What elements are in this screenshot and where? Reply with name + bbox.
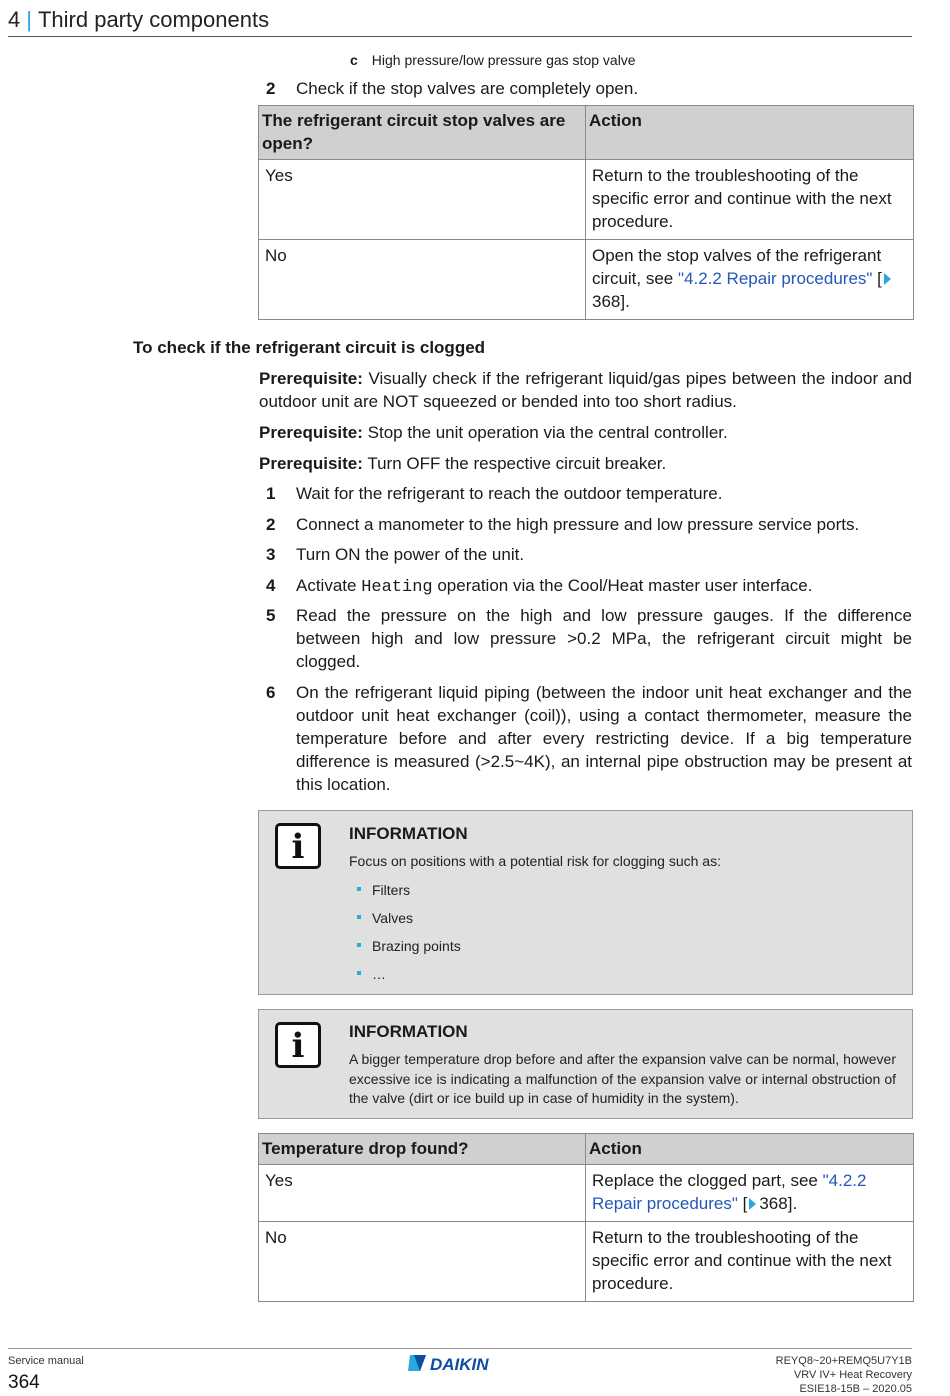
table-header-row	[259, 1134, 914, 1165]
mode-code: Heating	[361, 578, 433, 597]
footer-doc-type: Service manual	[8, 1355, 84, 1367]
prerequisite	[259, 452, 912, 475]
section-title: Third party components	[37, 7, 270, 32]
step	[264, 513, 912, 536]
action-text: Open the stop valves of the refrigerant circuit, see	[592, 246, 882, 288]
step-number: 3	[266, 545, 276, 564]
table-row	[259, 1222, 914, 1302]
step	[264, 543, 912, 566]
information-icon: i	[275, 1022, 321, 1068]
information-box	[258, 1009, 913, 1119]
list-item: Filters	[349, 876, 896, 904]
step-text: On the refrigerant liquid piping (between the indoor unit heat exchanger and the outdoor unit heat exchanger (coil)), using a contact thermometer, measure the temperature before and after every restricting device. If a big temperature difference is measured (>2.5~4K), an internal pipe obstruction may be present at this location.	[296, 683, 912, 794]
step-number: 2	[266, 515, 276, 534]
prerequisite	[259, 421, 912, 444]
logo-text: DAIKIN	[430, 1355, 489, 1374]
information-title: INFORMATION	[349, 1022, 468, 1041]
list-item: …	[349, 960, 896, 988]
table-row	[259, 240, 914, 320]
information-text: Focus on positions with a potential risk for clogging such as:	[349, 853, 721, 869]
step-text	[296, 574, 912, 599]
step-text: Read the pressure on the high and low pressure gauges. If the difference between high and low pressure >0.2 MPa, the refrigerant circuit might be clogged.	[296, 606, 912, 671]
table-header-cell: Temperature drop found?	[259, 1134, 586, 1165]
header-separator: |	[26, 7, 32, 32]
repair-procedures-link[interactable]: "4.2.2 Repair procedures"	[677, 269, 873, 288]
sub-item-letter: c	[350, 52, 358, 68]
table-header-cell: Action	[586, 106, 914, 160]
footer-product: VRV IV+ Heat Recovery	[793, 1369, 912, 1381]
action-text: Replace the clogged part, see	[592, 1171, 823, 1190]
footer-doc-info	[776, 1354, 912, 1396]
table-header-row	[259, 106, 914, 160]
step	[264, 681, 912, 796]
list-item: Valves	[349, 904, 896, 932]
prerequisite-text: Visually check if the refrigerant liquid/gas pipes between the indoor and outdoor unit are NOT squeezed or bended into too short radius.	[259, 369, 912, 411]
section-number: 4	[8, 7, 21, 32]
information-box	[258, 810, 913, 995]
sub-item-c	[350, 51, 636, 69]
step-text: Check if the stop valves are completely open.	[296, 79, 639, 98]
table-cell-action	[586, 240, 914, 320]
prerequisite-label: Prerequisite:	[259, 423, 363, 442]
footer-model: REYQ8~20+REMQ5U7Y1B	[775, 1355, 912, 1367]
table-cell-answer: Yes	[259, 1165, 586, 1222]
step-check-valves	[264, 77, 912, 100]
table-row	[259, 1165, 914, 1222]
prerequisite-label: Prerequisite:	[259, 369, 363, 388]
header-rule	[8, 36, 912, 37]
clogging-risk-list	[349, 876, 896, 988]
prerequisite-text: Turn OFF the respective circuit breaker.	[362, 454, 667, 473]
daikin-logo	[408, 1351, 512, 1375]
information-body	[349, 852, 896, 988]
step-text: Turn ON the power of the unit.	[296, 545, 525, 564]
step-number: 4	[266, 576, 276, 595]
table-cell-answer: No	[259, 1222, 586, 1302]
prerequisite-label: Prerequisite:	[259, 454, 363, 473]
sub-item-text: High pressure/low pressure gas stop valve	[371, 52, 636, 68]
page-header	[8, 6, 269, 34]
step-number: 2	[266, 79, 276, 98]
footer-doc-code: ESIE18-15B – 2020.05	[799, 1383, 912, 1395]
section-heading: To check if the refrigerant circuit is clogged	[133, 338, 486, 357]
table-cell-answer: No	[259, 240, 586, 320]
step-number: 1	[266, 484, 276, 503]
table-row	[259, 160, 914, 240]
prerequisite-text: Stop the unit operation via the central controller.	[362, 423, 728, 442]
ref-bracket: ].	[620, 292, 630, 311]
table-header-cell: Action	[586, 1134, 914, 1165]
ref-bracket: [	[872, 269, 882, 288]
step	[264, 574, 912, 599]
information-title: INFORMATION	[349, 824, 468, 843]
footer-rule	[8, 1348, 912, 1349]
repair-procedures-link[interactable]: "4.2.2 Repair procedures"	[592, 1171, 867, 1213]
page-ref[interactable]: 368	[759, 1194, 788, 1213]
step-number: 5	[266, 606, 276, 625]
information-text: A bigger temperature drop before and after the expansion valve can be normal, however excessive ice is indicating a malfunction of the expansion valve or internal obstruction of the valve (dirt or ice build up in case of humidity in the system).	[349, 1051, 896, 1106]
table-cell-answer: Yes	[259, 160, 586, 240]
ref-bracket: [	[737, 1194, 748, 1213]
ref-bracket: ].	[787, 1194, 798, 1213]
step-text: Connect a manometer to the high pressure and low pressure service ports.	[296, 515, 860, 534]
step-text-part: Activate	[296, 576, 362, 595]
information-icon: i	[275, 823, 321, 869]
page-ref[interactable]: 368	[592, 292, 621, 311]
table-cell-action	[586, 1165, 914, 1222]
step-number: 6	[266, 683, 276, 702]
table-cell-action: Return to the troubleshooting of the specific error and continue with the next procedure.	[586, 1222, 914, 1302]
step	[264, 482, 912, 505]
prerequisite	[259, 367, 912, 413]
step	[264, 604, 912, 673]
page-ref-arrow-icon	[749, 1198, 756, 1210]
list-item: Brazing points	[349, 932, 896, 960]
table-header-cell: The refrigerant circuit stop valves are open?	[259, 106, 586, 160]
table-cell-action: Return to the troubleshooting of the specific error and continue with the next procedure.	[586, 160, 914, 240]
page-ref-arrow-icon	[884, 273, 891, 285]
step-text-part: operation via the Cool/Heat master user interface.	[432, 576, 813, 595]
page-number: 364	[8, 1372, 40, 1393]
stop-valve-table	[258, 105, 914, 320]
temperature-drop-table	[258, 1133, 914, 1302]
step-text: Wait for the refrigerant to reach the outdoor temperature.	[296, 484, 723, 503]
